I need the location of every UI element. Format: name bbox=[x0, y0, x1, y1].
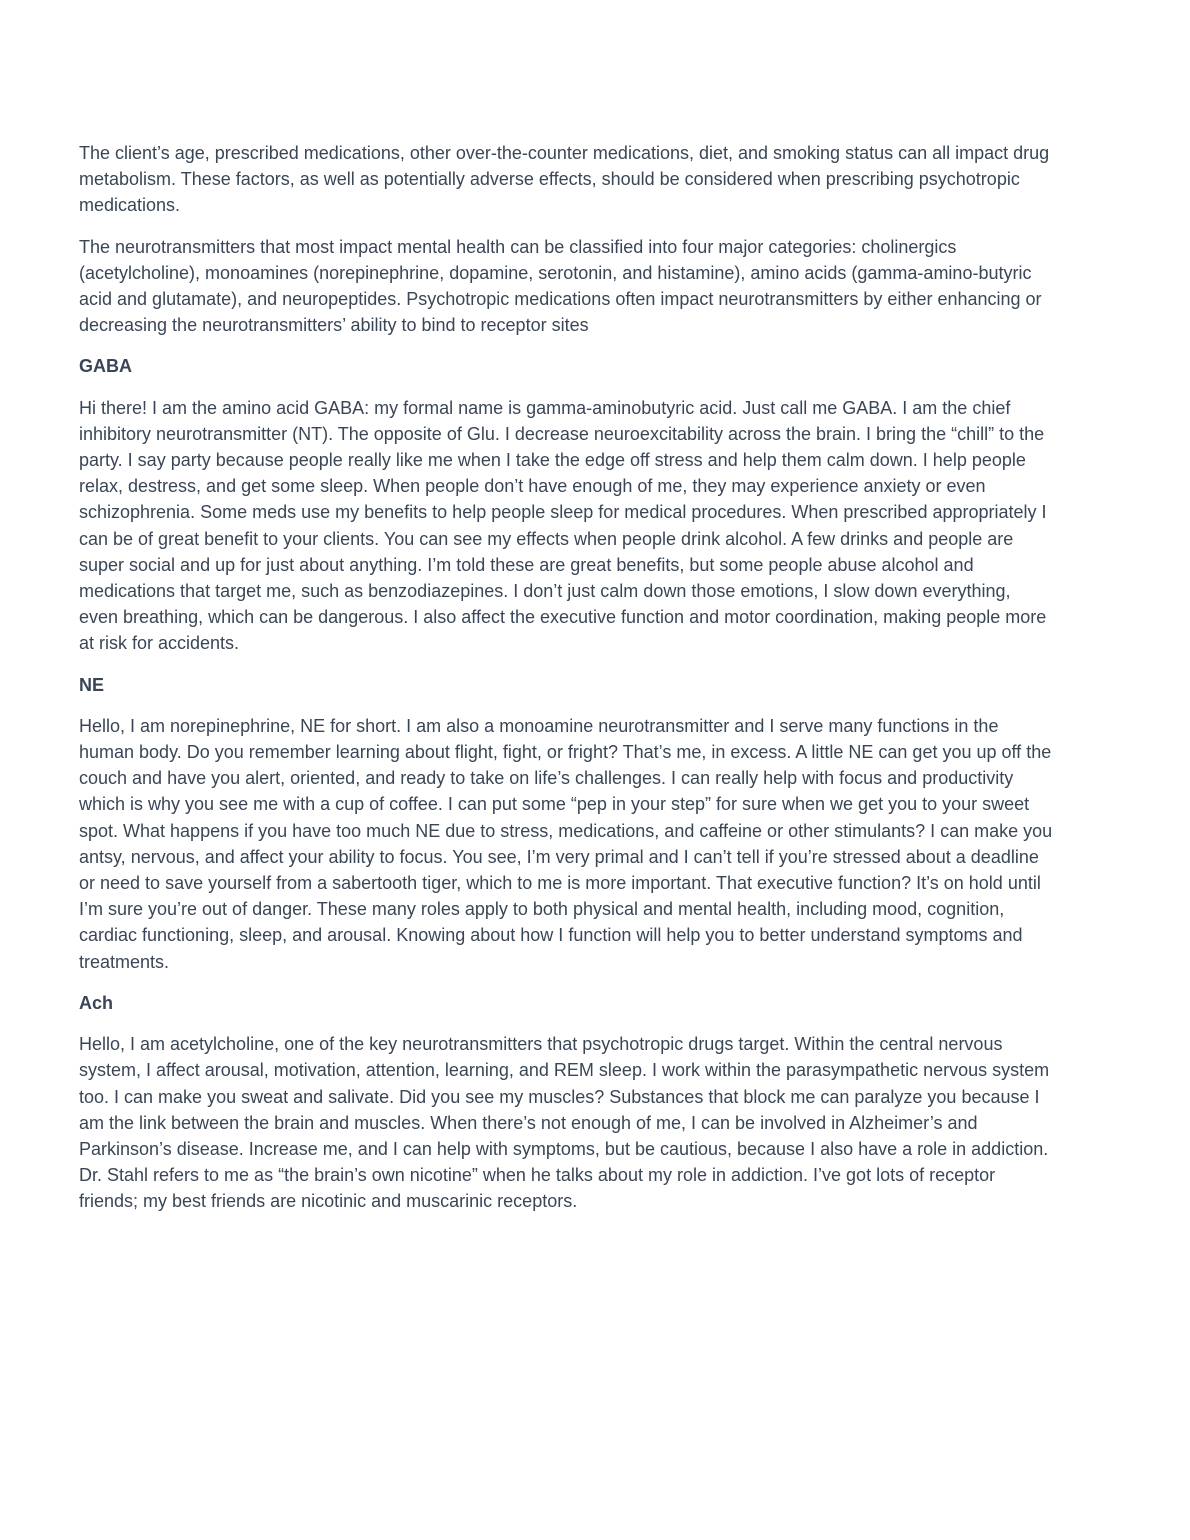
intro-paragraph-neurotransmitters: The neurotransmitters that most impact mental health can be classified into four major categories: cholinergics (acetylcholine), monoamines (norepinephrine, dopamine, serotonin, and histamine), amino acids (gamma-amino-butyric acid and glutamate), and neuropeptides. Psychotropic medications often impact neurotransmitters by either enhancing or decreasing the neurotransmitters’ ability to bind to receptor sites bbox=[79, 236, 1042, 336]
section-heading-ne: NE bbox=[79, 674, 105, 695]
section-body-ach: Hello, I am acetylcholine, one of the key neurotransmitters that psychotropic drugs target. Within the central nervous system, I affect arousal, motivation, attention, learning, and REM sleep. I work within the parasympathetic nervous system too. I can make you sweat and salivate. Did you see my muscles? Substances that block me can paralyze you because I am the link between the brain and muscles. When there’s not enough of me, I can be involved in Alzheimer’s and Parkinson’s disease. Increase me, and I can help with symptoms, but be cautious, because I also have a role in addiction. Dr. Stahl refers to me as “the brain’s own nicotine” when he talks about my role in addiction. I’ve got lots of receptor friends; my best friends are nicotinic and muscarinic receptors. bbox=[79, 1034, 1050, 1212]
intro-paragraph-metabolism: The client’s age, prescribed medications, other over-the-counter medications, diet, and smoking status can all impact drug metabolism. These factors, as well as potentially adverse effects, should be considered when prescribing psychotropic medications. bbox=[79, 143, 1050, 216]
section-gaba bbox=[79, 353, 1054, 656]
section-body-gaba: Hi there! I am the amino acid GABA: my formal name is gamma-aminobutyric acid. Just call me GABA. I am the chief inhibitory neurotransmitter (NT). The opposite of Glu. I decrease neuroexcitability across the brain. I bring the “chill” to the party. I say party because people really like me when I take the edge off stress and help them calm down. I help people relax, destress, and get some sleep. When people don’t have enough of me, they may experience anxiety or even schizophrenia. Some meds use my benefits to help people sleep for medical procedures. When prescribed appropriately I can be of great benefit to your clients. You can see my effects when people drink alcohol. A few drinks and people are super social and up for just about anything. I’m told these are great benefits, but some people abuse alcohol and medications that target me, such as benzodiazepines. I don’t just calm down those emotions, I slow down everything, even breathing, which can be dangerous. I also affect the executive function and motor coordination, making people more at risk for accidents. bbox=[79, 397, 1047, 654]
section-ne bbox=[79, 672, 1054, 975]
document-page bbox=[79, 140, 1054, 1230]
section-heading-gaba: GABA bbox=[79, 356, 132, 377]
section-body-ne: Hello, I am norepinephrine, NE for short. I am also a monoamine neurotransmitter and I serve many functions in the human body. Do you remember learning about flight, fight, or fright? That’s me, in excess. A little NE can get you up off the couch and have you alert, oriented, and ready to take on life’s challenges. I can really help with focus and productivity which is why you see me with a cup of coffee. I can put some “pep in your step” for sure when we get you to your sweet spot. What happens if you have too much NE due to stress, medications, and caffeine or other stimulants? I can make you antsy, nervous, and affect your ability to focus. You see, I’m very primal and I can’t tell if you’re stressed about a deadline or need to save yourself from a sabertooth tiger, which to me is more important. That executive function? It’s on hold until I’m sure you’re out of danger. These many roles apply to both physical and mental health, including mood, cognition, cardiac functioning, sleep, and arousal. Knowing about how I function will help you to better understand symptoms and treatments. bbox=[79, 715, 1053, 972]
section-heading-ach: Ach bbox=[79, 992, 114, 1013]
section-ach bbox=[79, 990, 1054, 1215]
